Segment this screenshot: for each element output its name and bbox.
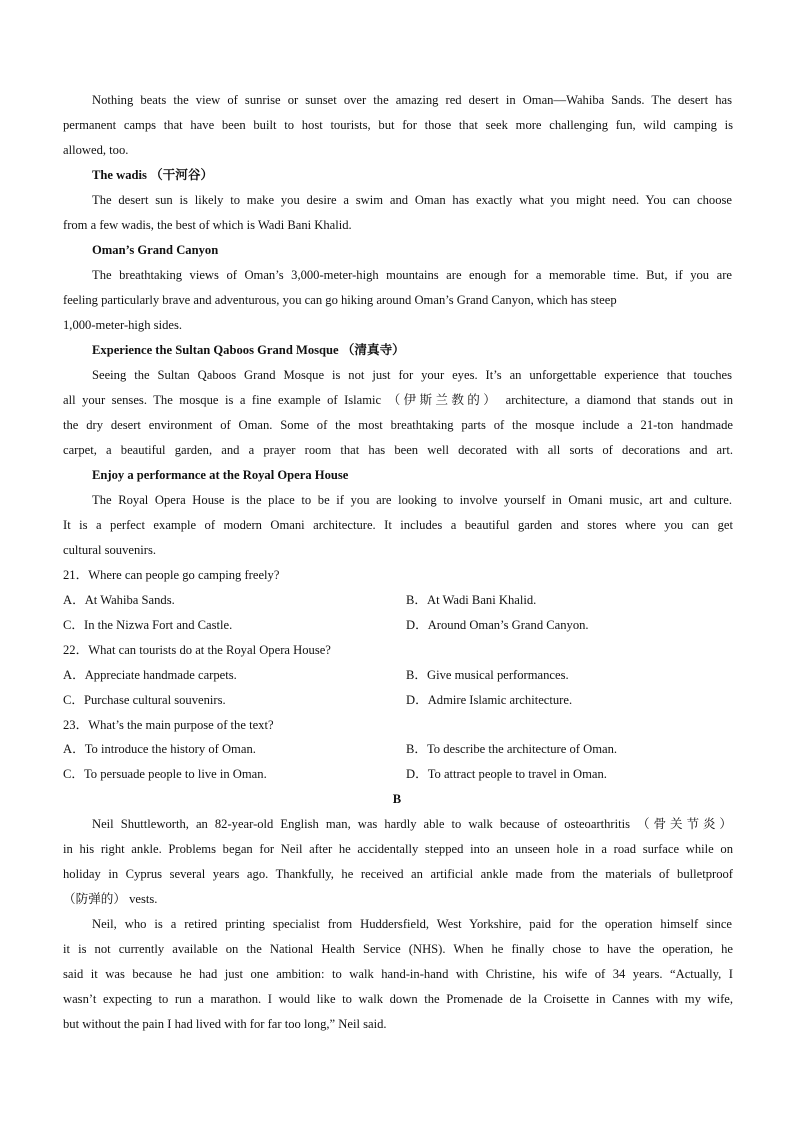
section-heading: Oman’s Grand Canyon [92, 243, 219, 257]
paragraph-line: The breathtaking views of Oman’s 3,000-meter-high mountains are enough for a memorable time. But, if you are [92, 268, 732, 282]
paragraph-line: Neil Shuttleworth, an 82-year-old English man, was hardly able to walk because of osteoarthritis （骨关节炎） [92, 817, 732, 831]
paragraph-line: Seeing the Sultan Qaboos Grand Mosque is not just for your eyes. It’s an unforgettable experience that touches [92, 368, 732, 382]
paragraph-line: The desert sun is likely to make you desire a swim and Oman has exactly what you might need. You can choose [92, 193, 732, 207]
question-options-row [63, 737, 733, 762]
option-c[interactable]: C．To persuade people to live in Oman. [63, 767, 267, 781]
paragraph-line: allowed, too. [63, 143, 129, 157]
question-stem: 23．What’s the main purpose of the text? [63, 718, 274, 732]
question-options-row [63, 762, 733, 787]
section-heading: Experience the Sultan Qaboos Grand Mosque （清真寺） [92, 343, 405, 357]
option-a[interactable]: A．To introduce the history of Oman. [63, 742, 256, 756]
paragraph-line: cultural souvenirs. [63, 543, 157, 557]
option-b[interactable]: B．Give musical performances. [406, 668, 569, 682]
paragraph-line: The Royal Opera House is the place to be if you are looking to involve yourself in Omani music, art and culture. [92, 493, 732, 507]
question-options-row [63, 688, 733, 713]
option-a[interactable]: A．At Wahiba Sands. [63, 593, 175, 607]
option-d[interactable]: D．Admire Islamic architecture. [406, 693, 573, 707]
paragraph-line: Neil, who is a retired printing specialist from Huddersfield, West Yorkshire, paid for the operation himself since [92, 917, 732, 931]
paragraph-line: permanent camps that have been built to host tourists, but for those that seek more challenging fun, wild camping is [63, 118, 733, 132]
option-d[interactable]: D．Around Oman’s Grand Canyon. [406, 618, 589, 632]
section-heading: Enjoy a performance at the Royal Opera House [92, 468, 349, 482]
paragraph-line: carpet, a beautiful garden, and a prayer room that has been well decorated with all sorts of decorations and art. [63, 443, 733, 457]
paragraph-line: but without the pain I had lived with for far too long,” Neil said. [63, 1017, 387, 1031]
option-d[interactable]: D．To attract people to travel in Oman. [406, 767, 607, 781]
question-stem: 22．What can tourists do at the Royal Opera House? [63, 643, 331, 657]
option-c[interactable]: C．Purchase cultural souvenirs. [63, 693, 226, 707]
question-options-row [63, 588, 733, 613]
paragraph-line: in his right ankle. Problems began for Neil after he accidentally stepped into an unseen hole in a road surface while on [63, 842, 733, 856]
passage-label: B [392, 792, 402, 806]
option-c[interactable]: C．In the Nizwa Fort and Castle. [63, 618, 233, 632]
paragraph-line: from a few wadis, the best of which is Wadi Bani Khalid. [63, 218, 352, 232]
paragraph-line: all your senses. The mosque is a fine example of Islamic （伊斯兰教的） architecture, a diamond that stands out in [63, 393, 733, 407]
paragraph-line: It is a perfect example of modern Omani architecture. It includes a beautiful garden and stores where you can get [63, 518, 733, 532]
question-stem: 21．Where can people go camping freely? [63, 568, 280, 582]
paragraph-line: （防弹的） vests. [63, 892, 158, 906]
paragraph-line: holiday in Cyprus several years ago. Thankfully, he received an artificial ankle made from the materials of bulletproof [63, 867, 733, 881]
section-heading: The wadis （干河谷） [92, 168, 214, 182]
paragraph-line: wasn’t expecting to run a marathon. I would like to walk down the Promenade de la Croisette in Cannes with my wife, [63, 992, 733, 1006]
paragraph-line: 1,000-meter-high sides. [63, 318, 183, 332]
option-a[interactable]: A．Appreciate handmade carpets. [63, 668, 237, 682]
paragraph-line: feeling particularly brave and adventurous, you can go hiking around Oman’s Grand Canyon, which has steep [63, 293, 617, 307]
paragraph-line: it is not currently available on the National Health Service (NHS). When he finally chose to have the operation, he [63, 942, 733, 956]
option-b[interactable]: B．To describe the architecture of Oman. [406, 742, 618, 756]
question-options-row [63, 663, 733, 688]
option-b[interactable]: B．At Wadi Bani Khalid. [406, 593, 537, 607]
question-options-row [63, 613, 733, 638]
paragraph-line: the dry desert environment of Oman. Some of the most breathtaking parts of the mosque include a 21-ton handmade [63, 418, 733, 432]
paragraph-line: said it was because he had just one ambition: to walk hand-in-hand with Christine, his wife of 34 years. “Actually, I [63, 967, 733, 981]
paragraph-line: Nothing beats the view of sunrise or sunset over the amazing red desert in Oman—Wahiba Sands. The desert has [92, 93, 732, 107]
